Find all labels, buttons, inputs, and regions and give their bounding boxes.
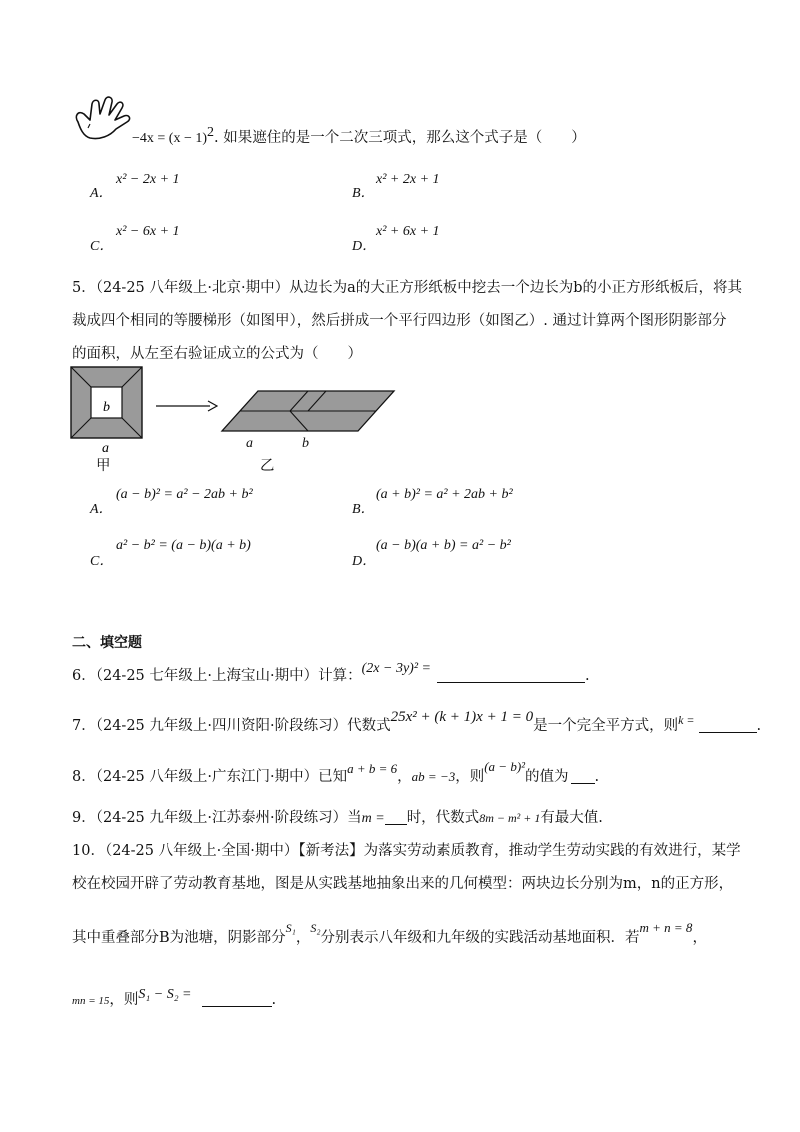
q8-answer-blank[interactable]	[571, 769, 595, 784]
q5-option-a-math: (a − b)² = a² − 2ab + b²	[116, 487, 253, 502]
option-letter: A．	[90, 502, 113, 517]
q10-line-4: mn = 15，则S₁ − S₂ = .	[72, 987, 277, 1008]
option-letter: C．	[90, 239, 114, 254]
q10-text-1: （24-25 八年级上·全国·期中）【新考法】为落实劳动素质教育，推动学生劳动实践的有效进行，某学	[104, 843, 741, 859]
q9-number: 9．	[72, 810, 96, 826]
option-letter: C．	[90, 554, 114, 569]
hand-icon	[72, 96, 134, 144]
q6-answer-blank[interactable]	[437, 668, 585, 683]
q4-option-d[interactable]	[352, 235, 376, 255]
q10-number: 10．	[72, 843, 105, 859]
question-7: 7．（24-25 九年级上·四川资阳·阶段练习）代数式25x² + (k + 1)x + 1 = 0是一个完全平方式，则$^{k =}$ .	[72, 709, 762, 734]
q10-text-3b: ，	[295, 930, 311, 946]
q7-answer-blank[interactable]	[699, 718, 757, 733]
q8-math-1: a + b = 6	[347, 761, 398, 776]
q5-text-1: （24-25 八年级上·北京·期中）从边长为a的大正方形纸板中挖去一个边长为b的小正方形纸板后，将其	[95, 280, 743, 296]
q4-option-c-math: x² − 6x + 1	[116, 224, 180, 239]
q7-text-2: 是一个完全平方式，则	[533, 718, 679, 734]
q10-s1: S₁	[285, 921, 296, 935]
q10-answer-blank[interactable]	[202, 992, 272, 1007]
q9-math: m =	[361, 811, 385, 826]
q4-option-c[interactable]	[90, 235, 113, 255]
q8-number: 8．	[72, 769, 96, 785]
q5-option-d[interactable]	[352, 550, 376, 570]
q4-option-d-math: x² + 6x + 1	[376, 224, 440, 239]
q4-text: . 如果遮住的是一个二次三项式，那么这个式子是（ ）	[214, 130, 586, 146]
q9-text-3: 有最大值.	[540, 810, 603, 826]
inner-label-b: b	[103, 400, 110, 415]
q4-option-b-math: x² + 2x + 1	[376, 172, 440, 187]
q5-line-1	[72, 276, 742, 297]
q8-math-2: ab = −3	[411, 769, 456, 784]
q10-math-3: S₁ − S₂ =	[138, 987, 192, 1002]
option-letter: B．	[352, 186, 375, 201]
q8-text-2: ，则	[455, 769, 485, 785]
q9-text-2: 时，代数式	[406, 810, 480, 826]
q10-math-1: m + n = 8	[639, 920, 693, 935]
q5-line-3: 的面积，从左至右验证成立的公式为（ ）	[72, 346, 362, 362]
question-8: 8．（24-25 八年级上·广东江门·期中）已知$^{a + b = 6}$，ab = −3，则$^{(a - b)^2}$的值为 .	[72, 759, 600, 785]
q10-text-3a: 其中重叠部分B为池塘，阴影部分	[72, 930, 286, 946]
q10-s2: S₂	[310, 921, 321, 935]
caption-jia: 甲	[96, 458, 111, 474]
q5-number: 5．	[72, 280, 96, 296]
q4-equation: −4x = (x − 1)	[132, 131, 208, 146]
q5-option-c[interactable]	[90, 550, 113, 570]
q7-math-2: k =	[678, 713, 695, 727]
q9-text: （24-25 九年级上·江苏泰州·阶段练习）当	[95, 810, 362, 826]
q10-line-2: 校在校园开辟了劳动教育基地，图是从实践基地抽象出来的几何模型：两块边长分别为m，n的正方形，	[72, 876, 734, 892]
q10-text-4: ，则	[109, 992, 139, 1008]
bottom-label-a: a	[102, 441, 109, 456]
q7-number: 7．	[72, 718, 96, 734]
q4-option-b[interactable]	[352, 182, 375, 202]
q8-text: （24-25 八年级上·广东江门·期中）已知	[95, 769, 348, 785]
q5-option-a[interactable]	[90, 498, 113, 518]
q7-text: （24-25 九年级上·四川资阳·阶段练习）代数式	[95, 718, 391, 734]
q5-option-c-math: a² − b² = (a − b)(a + b)	[116, 538, 251, 553]
figure-yi	[220, 388, 400, 436]
caption-yi: 乙	[260, 458, 275, 474]
q5-option-d-math: (a − b)(a + b) = a² − b²	[376, 538, 511, 553]
q8-text-3: 的值为	[525, 769, 569, 785]
figure-yi-label-a: a	[246, 436, 253, 451]
q10-line-3: 其中重叠部分B为池塘，阴影部分$^{S_1}$，$^{S_2}$分别表示八年级和九年级的实践活动基地面积．若$^{m + n = 8}$，	[72, 920, 707, 946]
q10-math-2: mn = 15	[72, 995, 110, 1007]
section-title-fill-in: 二、填空题	[72, 635, 142, 651]
q8-math-3: (a − b)²	[484, 759, 526, 774]
option-letter: D．	[352, 554, 377, 569]
q4-option-a[interactable]	[90, 182, 113, 202]
q10-line-1	[72, 839, 741, 860]
q4-stem	[132, 125, 586, 147]
q5-option-b-math: (a + b)² = a² + 2ab + b²	[376, 487, 513, 502]
arrow-icon	[156, 400, 218, 412]
question-9	[72, 806, 603, 827]
figure-yi-label-b: b	[302, 436, 309, 451]
q5-line-2: 裁成四个相同的等腰梯形（如图甲），然后拼成一个平行四边形（如图乙）. 通过计算两个图形阴影部分	[72, 313, 727, 329]
q7-math: 25x² + (k + 1)x + 1 = 0	[390, 709, 534, 725]
option-letter: D．	[352, 239, 377, 254]
option-letter: A．	[90, 186, 113, 201]
question-6: 6．（24-25 七年级上·上海宝山·期中）计算：(2x − 3y)² = .	[72, 661, 590, 684]
q6-number: 6．	[72, 668, 96, 684]
q4-equation-exponent: 2	[207, 125, 215, 140]
q9-answer-blank[interactable]	[385, 810, 407, 825]
q6-math: (2x − 3y)² =	[361, 661, 431, 676]
q4-option-a-math: x² − 2x + 1	[116, 172, 180, 187]
q10-text-3c: 分别表示八年级和九年级的实践活动基地面积．若	[320, 930, 640, 946]
q9-math-2: 8m − m² + 1	[479, 811, 541, 825]
q5-option-b[interactable]	[352, 498, 375, 518]
q6-text: （24-25 七年级上·上海宝山·期中）计算：	[95, 668, 362, 684]
option-letter: B．	[352, 502, 375, 517]
